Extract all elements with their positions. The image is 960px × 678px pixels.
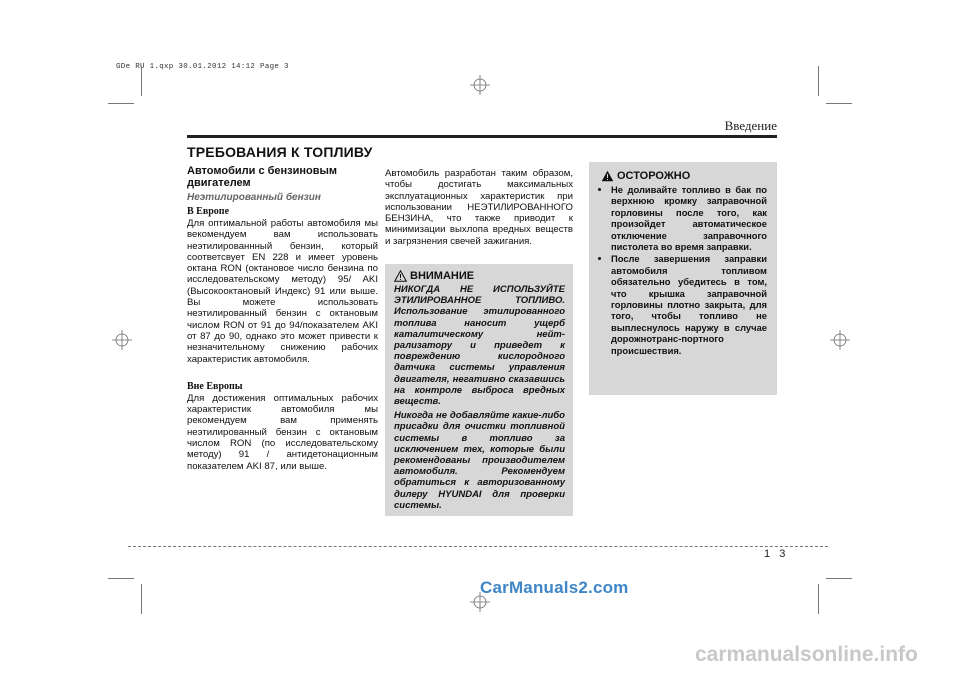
subheading-italic: Неэтилированный бензин: [187, 192, 321, 203]
registration-crosshair-icon: [112, 330, 132, 350]
printer-slug: GDe RU 1.qxp 30.01.2012 14:12 Page 3: [116, 63, 289, 71]
caution-title: [601, 170, 767, 182]
header-rule: [187, 135, 777, 138]
registration-crosshair-icon: [830, 330, 850, 350]
caution-list: [601, 184, 767, 356]
paragraph-unleaded: Автомобиль разработан таким образом, чтобы достигать максимальных эксплуатационных характеристик при использовании НЕЭТИЛИРОВАННОГО БЕНЗИНА, что также приводит к минимизации выхлопа вредных веществ и загрязнения свечей зажигания.: [385, 168, 573, 247]
subheading: Автомобили с бензиновым двигателем: [187, 165, 338, 189]
region-heading-outside-europe: Вне Европы: [187, 380, 243, 392]
caution-triangle-icon: [601, 170, 614, 182]
caution-box: [589, 162, 777, 395]
section-label: Введение: [724, 118, 777, 133]
left-column: [187, 165, 378, 472]
page-heading: ТРЕБОВАНИЯ К ТОПЛИВУ: [187, 144, 373, 160]
crop-mark: [141, 66, 142, 96]
crop-mark: [108, 578, 134, 579]
registration-crosshair-icon: [470, 75, 490, 95]
caution-item: • После завершения заправки автомобиля топливом обязательно убедитесь в том, что крышка заправочной горловины плотно закрыта, для того, чтобы топливо не выплеснулось наружу в случае дорожнотранс-портного происшествия.: [611, 253, 767, 356]
region-heading-europe: В Европе: [187, 206, 230, 217]
warning-title-text: ВНИМАНИЕ: [410, 270, 475, 282]
crop-mark: [826, 578, 852, 579]
watermark-site: carmanualsonline.info: [695, 643, 918, 666]
middle-column: [385, 168, 573, 247]
footer-dashed-rule: [128, 546, 828, 547]
caution-item: • Не доливайте топливо в бак по верхнюю кромку заправочной горловины после того, как произойдет автоматическое отключение заправочного пистолета во время заправки.: [611, 184, 767, 252]
caution-title-text: ОСТОРОЖНО: [617, 170, 691, 182]
crop-mark: [818, 66, 819, 96]
crop-mark: [108, 103, 134, 104]
crop-mark: [826, 103, 852, 104]
paragraph-europe: Для оптимальной работы автомобиля мы векомендуем вам использовать неэтилированнный бензин, который соответсвует EN 228 и имеет уровень октана RON (октановое число бензина по исследовательскому методу) 95/ AKI (Высокооктановый Индекс) 91 или выше. Вы можете использовать неэтилированный бензин с октановым числом RON от 91 до 94/показателем AKI от 87 до 90, однако это может привести к незначительному снижению рабочих характеристик автомобиля.: [187, 218, 378, 365]
warning-paragraph: Никогда не добавляйте какие-либо присадки для очистки топливной системы в топливо за исключением тех, которые были рекомендованы производителем автомобиля. Рекомендуем обратиться к авторизованному дилеру HYUNDAI для проверки системы.: [394, 410, 565, 511]
watermark-logo: CarManuals2.com: [480, 578, 629, 597]
crop-mark: [141, 584, 142, 614]
paragraph-outside-europe: Для достижения оптимальных рабочих характеристик автомобиля мы рекомендуем вам применять неэтилированный бензин с октановым числом RON (по исследовательскому методу) 91 / антидетонационным показателем AKI 87, или выше.: [187, 392, 378, 472]
warning-title: [394, 270, 565, 282]
warning-triangle-icon: [394, 270, 407, 282]
page-number: 1 3: [764, 548, 786, 560]
warning-box: [385, 264, 573, 516]
crop-mark: [818, 584, 819, 614]
warning-paragraph: НИКОГДА НЕ ИСПОЛЬЗУЙТЕ ЭТИЛИРОВАННОЕ ТОПЛИВО. Использование этилированного топлива наносит ущерб каталитическому нейт-рализатору и приведет к повреждению кислородного датчика системы управления двигателя, негативно сказавшись на контроле выброса вредных веществ.: [394, 284, 565, 408]
